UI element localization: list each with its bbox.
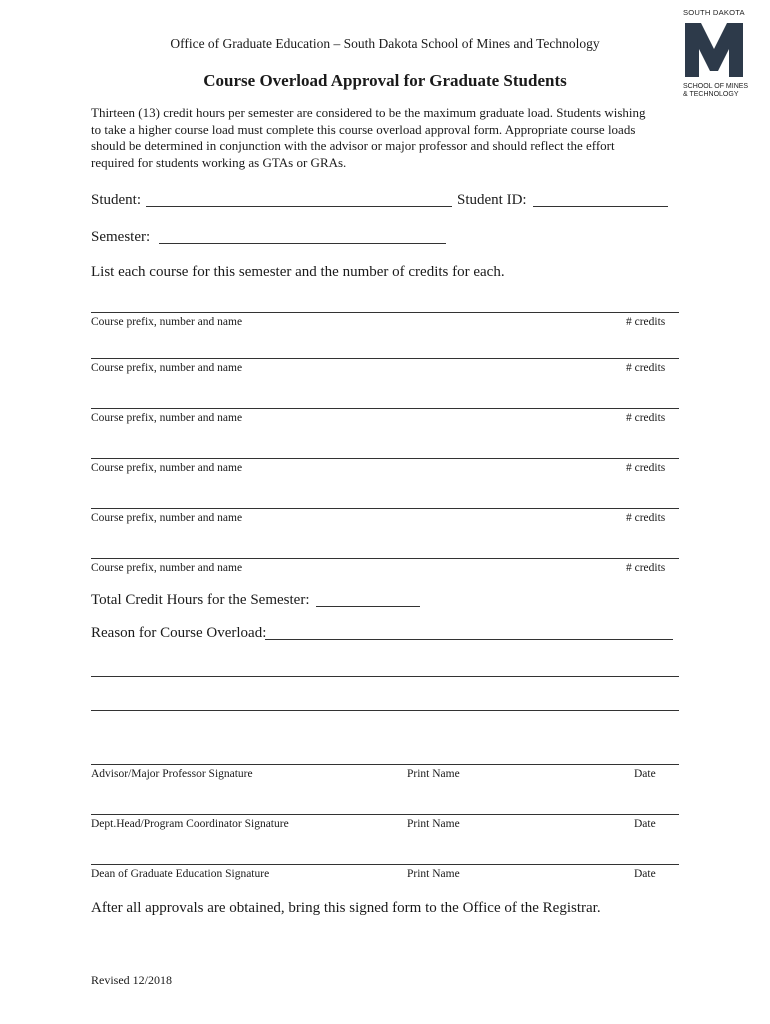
semester-label: Semester: — [91, 229, 151, 245]
intro-line: Thirteen (13) credit hours per semester are considered to be the maximum graduate load. Students wishing — [91, 105, 646, 120]
course-label: Course prefix, number and name — [91, 562, 243, 574]
logo-bottom-line1: SCHOOL OF MINES — [683, 83, 749, 90]
course-field[interactable] — [91, 508, 679, 509]
course-label: Course prefix, number and name — [91, 512, 243, 524]
intro-line: required for students working as GTAs or GRAs. — [91, 154, 347, 170]
reason-field[interactable] — [265, 639, 673, 640]
credits-label: # credits — [626, 316, 666, 328]
credits-label: # credits — [626, 512, 666, 524]
credits-label: # credits — [626, 462, 666, 474]
intro-line: to take a higher course load must complete this course overload approval form. Appropriate course loads — [91, 121, 636, 137]
reason-field-line[interactable] — [91, 676, 679, 677]
course-list-instruction: List each course for this semester and the number of credits for each. — [91, 264, 505, 280]
signature-field[interactable] — [91, 814, 679, 815]
student-name-field[interactable] — [146, 206, 452, 207]
date-label: Date — [634, 868, 656, 880]
credits-label: # credits — [626, 412, 666, 424]
date-label: Date — [634, 818, 656, 830]
student-label: Student: — [91, 192, 142, 208]
print-name-label: Print Name — [407, 818, 460, 830]
student-id-field[interactable] — [533, 206, 668, 207]
semester-field[interactable] — [159, 243, 446, 244]
intro-paragraph — [91, 105, 671, 171]
course-label: Course prefix, number and name — [91, 462, 243, 474]
signature-role-label: Dean of Graduate Education Signature — [91, 868, 270, 880]
course-label: Course prefix, number and name — [91, 316, 243, 328]
total-credits-label: Total Credit Hours for the Semester: — [91, 592, 310, 608]
course-field[interactable] — [91, 408, 679, 409]
credits-label: # credits — [626, 362, 666, 374]
page-title: Course Overload Approval for Graduate Students — [203, 71, 567, 90]
signature-field[interactable] — [91, 764, 679, 765]
course-field[interactable] — [91, 558, 679, 559]
total-credits-field[interactable] — [316, 606, 420, 607]
footer-note: After all approvals are obtained, bring this signed form to the Office of the Registrar. — [91, 900, 601, 916]
signature-role-label: Dept.Head/Program Coordinator Signature — [91, 818, 289, 830]
revised-date: Revised 12/2018 — [91, 973, 172, 987]
reason-field-line[interactable] — [91, 710, 679, 711]
logo-bottom-line2: & TECHNOLOGY — [683, 91, 739, 98]
course-field[interactable] — [91, 312, 679, 313]
school-logo — [683, 8, 749, 118]
course-field[interactable] — [91, 458, 679, 459]
print-name-label: Print Name — [407, 868, 460, 880]
course-field[interactable] — [91, 358, 679, 359]
student-id-label: Student ID: — [457, 192, 527, 208]
credits-label: # credits — [626, 562, 666, 574]
reason-label: Reason for Course Overload: — [91, 625, 267, 641]
office-header: Office of Graduate Education – South Dakota School of Mines and Technology — [170, 36, 600, 51]
logo-top-text: SOUTH DAKOTA — [683, 8, 745, 17]
intro-line: should be determined in conjunction with the advisor or major professor and should reflect the effort — [91, 138, 615, 153]
course-label: Course prefix, number and name — [91, 362, 243, 374]
signature-field[interactable] — [91, 864, 679, 865]
print-name-label: Print Name — [407, 768, 460, 780]
signature-role-label: Advisor/Major Professor Signature — [91, 768, 253, 780]
course-label: Course prefix, number and name — [91, 412, 243, 424]
date-label: Date — [634, 768, 656, 780]
